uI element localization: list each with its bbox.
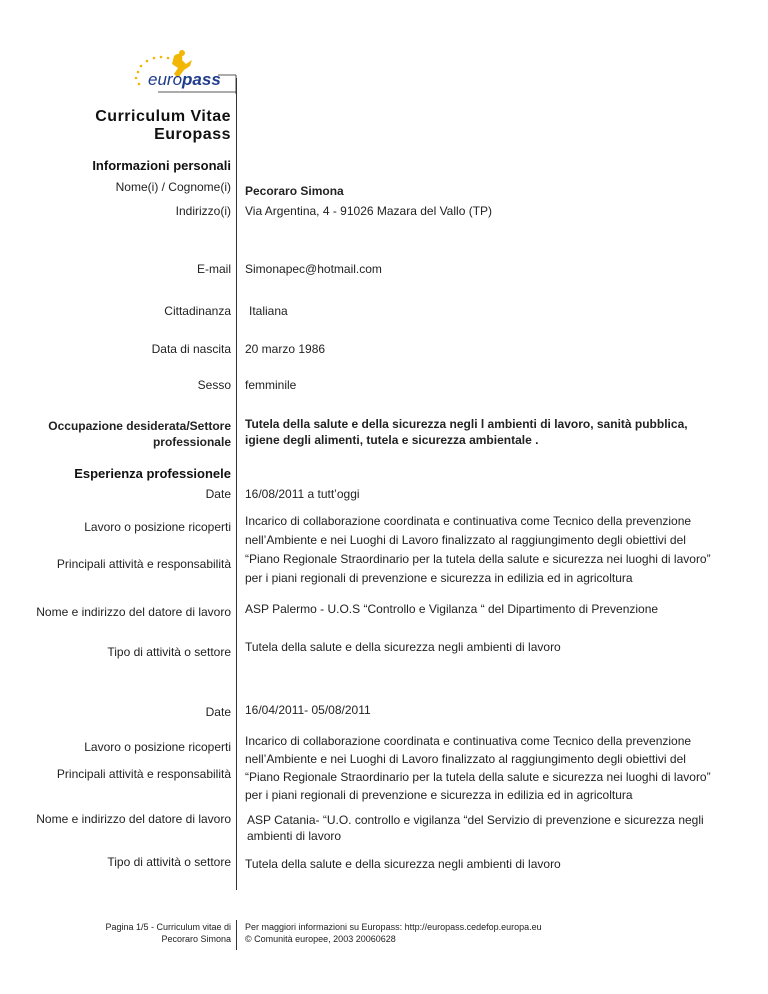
cv-title	[95, 108, 231, 144]
activities-label: Principali attività e responsabilità	[56, 767, 231, 781]
citizenship-label: Cittadinanza	[164, 304, 231, 318]
role-label: Lavoro o posizione ricoperti	[84, 520, 231, 534]
logo-euro: euro	[148, 70, 183, 89]
address-value: Via Argentina, 4 - 91026 Mazara del Vallo (TP)	[245, 204, 493, 218]
sector-label: Tipo di attività o settore	[107, 855, 231, 869]
email-label: E-mail	[196, 262, 231, 276]
occupation-value: Tutela della salute e della sicurezza negli l ambienti di lavoro, sanità pubblica, igiene degli alimenti, tutela e sicurezza ambientale .	[245, 417, 688, 447]
birth-date-label: Data di nascita	[151, 342, 231, 356]
personal-info-heading: Informazioni personali	[92, 158, 231, 173]
employer-label: Nome e indirizzo del datore di lavoro	[36, 605, 231, 619]
occupation-label: Occupazione desiderata/Settore professionale	[48, 419, 231, 449]
experience-1-sector: Tutela della salute e della sicurezza negli ambienti di lavoro	[245, 640, 561, 654]
footer-left	[105, 921, 231, 945]
europass-logo	[128, 48, 240, 94]
experience-heading: Esperienza professionele	[74, 466, 231, 481]
role-label: Lavoro o posizione ricoperti	[84, 740, 231, 754]
footer-right	[245, 921, 542, 945]
footer-europass-link[interactable]: Per maggiori informazioni su Europass: http://europass.cedefop.europa.eu	[245, 922, 542, 932]
birth-date-value: 20 marzo 1986	[245, 342, 326, 356]
footer-copyright: © Comunità europee, 2003 20060628	[245, 934, 396, 944]
employer-label: Nome e indirizzo del datore di lavoro	[36, 812, 231, 826]
footer-divider	[236, 920, 237, 950]
experience-2-employer: ASP Catania- “U.O. controllo e vigilanza “del Servizio di prevenzione e sicurezza negli ambienti di lavoro	[247, 813, 704, 843]
date-label: Date	[205, 705, 231, 719]
name-label: Nome(i) / Cognome(i)	[115, 180, 231, 194]
column-divider	[236, 78, 237, 890]
cv-title-line2: Europass	[154, 126, 231, 143]
footer-owner: Pecoraro Simona	[161, 934, 231, 944]
name-value: Pecoraro Simona	[245, 184, 344, 198]
experience-1-employer: ASP Palermo - U.O.S “Controllo e Vigilanza “ del Dipartimento di Prevenzione	[245, 602, 659, 616]
sector-label: Tipo di attività o settore	[107, 645, 231, 659]
experience-1-date: 16/08/2011 a tutt’oggi	[245, 487, 360, 501]
sex-value: femminile	[245, 378, 297, 392]
email-value: Simonapec@hotmail.com	[245, 262, 382, 276]
experience-2-sector: Tutela della salute e della sicurezza negli ambienti di lavoro	[245, 857, 561, 871]
experience-1-role: Incarico di collaborazione coordinata e continuativa come Tecnico della prevenzione nell’Ambiente e nei Luoghi di Lavoro finalizzato al raggiungimento degli obiettivi del “Piano Regionale Straordinario per la tutela della salute e sicurezza nei luoghi di lavoro” per i piani regionali di prevenzione e sicurezza in edilizia ed in agricoltura	[245, 514, 711, 585]
date-label: Date	[205, 487, 231, 501]
citizenship-value: Italiana	[249, 304, 288, 318]
activities-label: Principali attività e responsabilità	[56, 557, 231, 571]
experience-2-date: 16/04/2011- 05/08/2011	[245, 703, 371, 717]
address-label: Indirizzo(i)	[175, 204, 231, 218]
logo-pass: pass	[182, 70, 221, 89]
cv-title-line1: Curriculum Vitae	[95, 108, 231, 125]
experience-2-role: Incarico di collaborazione coordinata e continuativa come Tecnico della prevenzione nell’Ambiente e nei Luoghi di Lavoro finalizzato al raggiungimento degli obiettivi del “Piano Regionale Straordinario per la tutela della salute e sicurezza nei luoghi di lavoro” per i piani regionali di prevenzione e sicurezza in edilizia ed in agricoltura	[245, 734, 711, 802]
sex-label: Sesso	[197, 378, 231, 392]
footer-page-info: Pagina 1/5 - Curriculum vitae di	[105, 922, 231, 932]
